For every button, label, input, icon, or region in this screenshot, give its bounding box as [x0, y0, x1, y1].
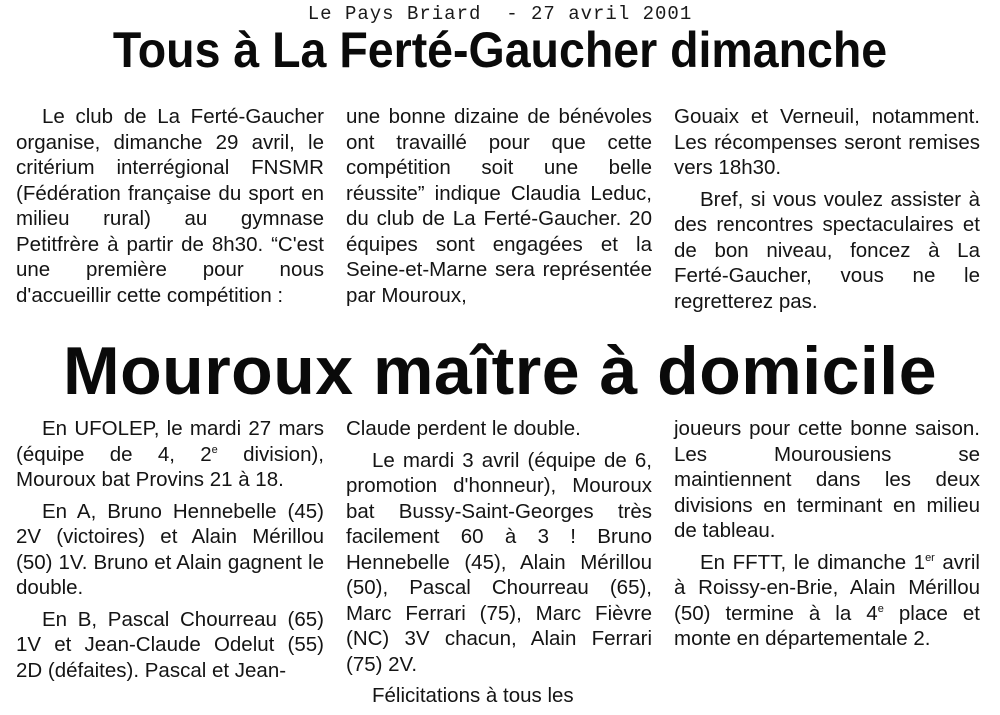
article2-body	[12, 416, 998, 715]
publication-name: Le Pays Briard	[307, 3, 482, 25]
article1-headline: Tous à La Ferté-Gaucher dimanche	[112, 22, 888, 78]
article1-col3-paragraph-1: Gouaix et Verneuil, notamment. Les récompenses seront remises vers 18h30.	[674, 105, 980, 179]
article2-col2-paragraph-3: Félicitations à tous les	[372, 684, 574, 707]
article1-column-2	[340, 104, 668, 320]
article2-col3-paragraph-2	[674, 550, 980, 652]
article2-col1-paragraph-1	[16, 416, 324, 493]
publication-date: 27 avril 2001	[531, 3, 693, 25]
article2-column-2	[340, 416, 668, 715]
text-run: avril à Roissy-en-Brie, Alain Mérillou (50) termine à la 4	[674, 550, 980, 625]
superscript: er	[925, 551, 935, 564]
article1-body	[12, 104, 998, 320]
article2-col2-paragraph-1: Claude perdent le double.	[346, 417, 581, 440]
text-run: En UFOLEP, le mardi 27 mars (équipe de 4, 2	[16, 417, 324, 466]
text-run: division), Mouroux bat Provins 21 à 18.	[16, 442, 324, 491]
article2-col2-paragraph-2: Le mardi 3 avril (équipe de 6, promotion d'honneur), Mouroux bat Bussy-Saint-Georges très facilement 60 à 3 ! Bruno Hennebelle (45), Alain Mérillou (50), Pascal Chourreau (65), Marc Ferrari (75), Marc Fièvre (NC) 3V chacun, Alain Ferrari (75) 2V.	[346, 448, 652, 676]
article2-col1-paragraph-3: En B, Pascal Chourreau (65) 1V et Jean-Claude Odelut (55) 2D (défaites). Pascal et Jean-	[16, 607, 324, 682]
superscript: e	[211, 443, 218, 456]
article2-column-1	[12, 416, 340, 715]
article2-col3-paragraph-1: joueurs pour cette bonne saison. Les Mourousiens se maintiennent dans les deux divisions en terminant en milieu de tableau.	[674, 417, 980, 542]
article1-col1-paragraph: Le club de La Ferté-Gaucher organise, dimanche 29 avril, le critérium interrégional FNSMR (Fédération française du sport en milieu rural) au gymnase Petitfrère à partir de 8h30. “C'est une première pour nous d'accueillir cette compétition :	[16, 105, 324, 307]
masthead-separator: -	[481, 3, 531, 25]
article1-column-3	[668, 104, 996, 320]
article2-headline: Mouroux maître à domicile	[62, 333, 938, 409]
article2-col1-paragraph-2: En A, Bruno Hennebelle (45) 2V (victoires) et Alain Mérillou (50) 1V. Bruno et Alain gagnent le double.	[16, 499, 324, 599]
article2-column-3	[668, 416, 996, 715]
text-run: place et monte en départementale 2.	[674, 601, 980, 650]
superscript: e	[877, 602, 884, 615]
article1-col3-paragraph-2: Bref, si vous voulez assister à des rencontres spectaculaires et de bon niveau, foncez à La Ferté-Gaucher, vous ne le regretterez pas.	[674, 187, 980, 313]
article1-column-1	[12, 104, 340, 320]
article1-col2-paragraph: une bonne dizaine de bénévoles ont travaillé pour que cette compétition soit une belle réussite” indique Claudia Leduc, du club de La Ferté-Gaucher. 20 équipes sont engagées et la Seine-et-Marne sera représentée par Mouroux,	[346, 105, 652, 307]
text-run: En FFTT, le dimanche 1	[700, 550, 926, 574]
